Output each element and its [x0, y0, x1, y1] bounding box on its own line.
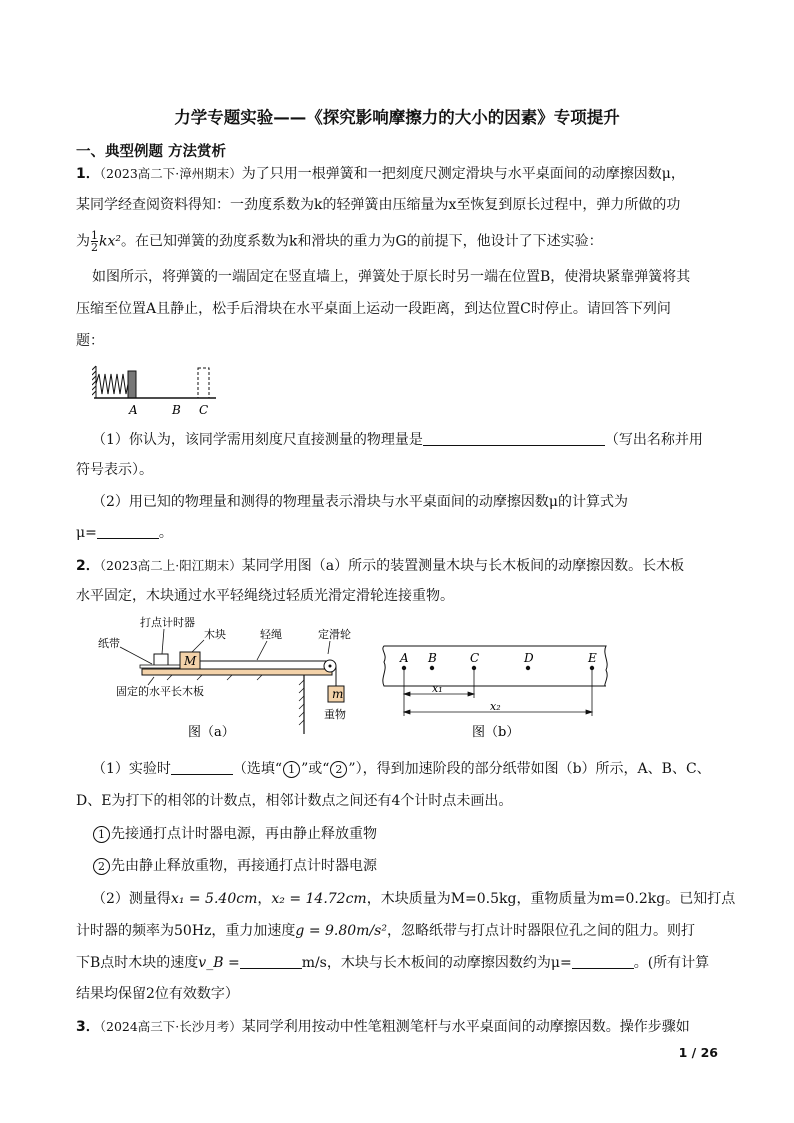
q1-part-2: （2）用已知的物理量和测得的物理量表示滑块与水平桌面间的动摩擦因数μ的计算式为 [92, 494, 629, 510]
label-b: B [172, 403, 181, 417]
q2-part-2-line-4: 结果均保留2位有效数字） [76, 986, 239, 1002]
q2-text-1: 某同学用图（a）所示的装置测量木块与长木板间的动摩擦因数。长木板 [241, 558, 685, 574]
weight-label: 重物 [324, 708, 346, 721]
q2-p2-g: 。(所有计算 [633, 955, 710, 971]
tape-label-c: C [470, 651, 480, 665]
q3-text-1: 某同学利用按动中性笔粗测笔杆与水平桌面间的动摩擦因数。操作步骤如 [241, 1019, 690, 1035]
tape-label-d: D [524, 651, 534, 665]
timer-device [154, 654, 168, 666]
gravity-value: g = 9.80m/s² [295, 923, 387, 939]
choice-1-text: 先接通打点计时器电源，再由静止释放重物 [111, 826, 377, 842]
q1-para-1: 如图所示，将弹簧的一端固定在竖直墙上，弹簧处于原长时另一端在位置B，使滑块紧靠弹簧将其 [92, 269, 691, 285]
page-number: 1 / 26 [678, 1045, 718, 1060]
q2-p2-d: ，忽略纸带与打点计时器限位孔之间的阻力。则打 [386, 923, 695, 939]
rope-label: 轻绳 [260, 628, 282, 641]
paper-tape [140, 665, 180, 668]
q1-line-3 [76, 230, 603, 253]
q2-number: 2． [76, 558, 100, 574]
q1-text-1: 为了只用一根弹簧和一把刻度尺测定滑块与水平桌面间的动摩擦因数μ， [241, 166, 685, 182]
circled-two: 2 [330, 761, 347, 778]
vb-symbol: v_B = [198, 955, 240, 971]
q2-p2-a: （2）测量得 [92, 891, 171, 907]
frac-denominator: 2 [91, 241, 98, 254]
timer-label: 打点计时器 [140, 616, 195, 629]
answer-blank-q1-1[interactable] [423, 431, 605, 446]
tape-dot-d [526, 666, 530, 670]
q1-text-2: 某同学经查阅资料得知：一劲度系数为k的轻弹簧由压缩量为x至恢复到原长过程中，弹力所做的功 [76, 197, 681, 213]
answer-blank-q2-1[interactable] [171, 760, 233, 775]
q2-part-2-line-2 [76, 922, 695, 940]
q3-number: 3． [76, 1019, 100, 1035]
block-label: 木块 [204, 628, 226, 641]
spring-coil [96, 374, 128, 394]
q1-line3-pre: 为 [76, 233, 90, 250]
pulley-label: 定滑轮 [318, 628, 351, 641]
q1-part2-end: 。 [158, 525, 173, 541]
q2-p2-e: 下B点时木块的速度 [76, 955, 199, 971]
q3-source: （2024高三下·长沙月考） [99, 1019, 242, 1034]
circled-one: 1 [283, 761, 300, 778]
figure-b-tape [376, 642, 620, 742]
label-a: A [129, 403, 138, 417]
tape-label-a: A [400, 651, 409, 665]
q1-para-2: 压缩至位置A且静止，松手后滑块在水平桌面上运动一段距离，到达位置C时停止。请回答下列问 [76, 301, 671, 317]
q1-line3-post: 。在已知弹簧的劲度系数为k和滑块的重力为G的前提下，他设计了下述实验： [121, 233, 603, 250]
choice-1-marker: 1 [93, 826, 110, 843]
weight-mark: m [332, 687, 344, 701]
q2-part-2-line-3 [76, 954, 709, 972]
q2-part1-post: ”），得到加速阶段的部分纸带如图（b）所示，A、B、C、 [348, 761, 711, 777]
spring-slider-figure [92, 362, 222, 420]
answer-blank-q1-2[interactable] [97, 524, 159, 539]
choice-2-text: 先由静止释放重物，再接通打点计时器电源 [111, 858, 377, 874]
answer-blank-q2-2[interactable] [240, 954, 302, 969]
q2-part1-pre: （1）实验时 [92, 761, 171, 777]
q2-choice-2 [92, 857, 377, 875]
q1-part1-post: （写出名称并用 [604, 432, 703, 448]
slider-final-position [198, 368, 209, 398]
q1-part1-pre: （1）你认为，该同学需用刻度尺直接测量的物理量是 [92, 432, 423, 448]
tape-outline [383, 646, 607, 686]
q1-line-1 [76, 165, 685, 183]
figure-b-caption: 图（b） [472, 725, 520, 740]
x2-label: x₂ [490, 700, 501, 713]
long-board [142, 669, 332, 675]
q2-part1-mid: （选填“ [232, 761, 283, 777]
slider-block [128, 371, 136, 398]
figure-a-caption: 图（a） [188, 725, 235, 740]
x1-label: x₁ [432, 682, 443, 695]
q1-part-1-cont: 符号表示）。 [76, 462, 153, 478]
q2-or: ”或“ [301, 761, 330, 777]
section-heading: 一、典型例题 方法赏析 [76, 144, 227, 160]
q1-part-2-cont [76, 524, 173, 542]
half-fraction [91, 230, 98, 253]
x1-value: x₁ = 5.40cm [170, 891, 258, 907]
answer-blank-q2-3[interactable] [572, 954, 634, 969]
q2-p2-b: ，木块质量为M=0.5kg，重物质量为m=0.2kg。已知打点 [366, 891, 736, 907]
board-label: 固定的水平长木板 [116, 685, 204, 698]
spring-work-formula: kx² [99, 233, 121, 250]
q1-para-3: 题： [76, 333, 104, 349]
page-title: 力学专题实验——《探究影响摩擦力的大小的因素》专项提升 [174, 108, 620, 127]
block-mark: M [184, 654, 197, 668]
q2-text-2: 水平固定，木块通过水平轻绳绕过轻质光滑定滑轮连接重物。 [76, 588, 454, 604]
x2-value: x₂ = 14.72cm [271, 891, 367, 907]
q2-p2-c: 计时器的频率为50Hz，重力加速度 [76, 923, 296, 939]
choice-2-marker: 2 [93, 858, 110, 875]
frac-numerator: 1 [91, 229, 98, 242]
q2-p2-f: m/s，木块与长木板间的动摩擦因数约为μ= [301, 955, 572, 971]
tape-dot-b [430, 666, 434, 670]
q2-part-2-line-1: （2）测量得x₁ = 5.40cm，x₂ = 14.72cm，木块质量为M=0.5kg，重物质量为m=0.2kg。已知打点 [92, 891, 736, 907]
q2-source: （2023高二上·阳江期末） [99, 558, 242, 573]
q1-number: 1． [76, 166, 100, 182]
q2-line-1 [76, 557, 684, 575]
q2-part-1 [92, 760, 711, 778]
wall-hatch [92, 366, 96, 398]
tape-label-b: B [428, 651, 437, 665]
q2-choice-1 [92, 825, 377, 843]
mu-eq: μ= [76, 525, 97, 541]
tape-label-e: E [588, 651, 597, 665]
tape-label: 纸带 [98, 637, 120, 650]
label-c: C [199, 403, 209, 417]
q2-part-1-cont: D、E为打下的相邻的计数点，相邻计数点之间还有4个计时点未画出。 [76, 793, 513, 809]
q1-part-1 [92, 431, 703, 449]
q3-line-1 [76, 1018, 690, 1036]
figure-a-apparatus [92, 614, 362, 742]
q1-source: （2023高二下·漳州期末） [99, 166, 242, 181]
